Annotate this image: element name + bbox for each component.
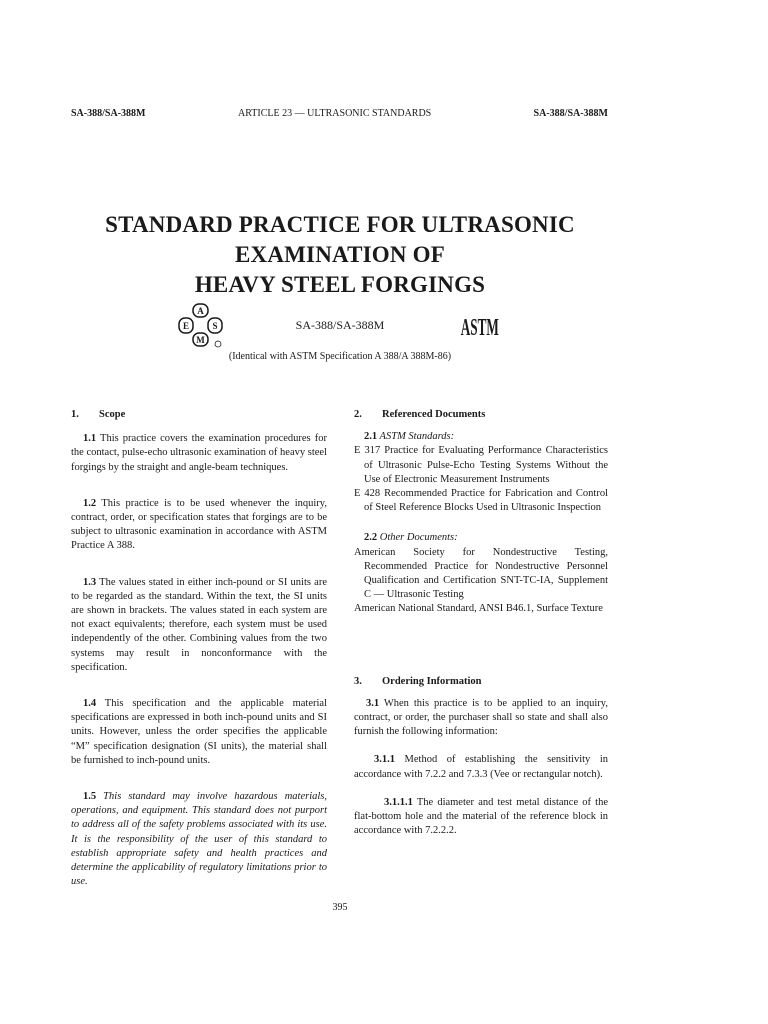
section-title: Ordering Information	[382, 675, 482, 687]
reference-ansi: American National Standard, ANSI B46.1, Surface Texture	[354, 603, 603, 615]
reference-asnt: American Society for Nondestructive Testing, Recommended Practice for Nondestructive Personnel Qualification and Certification SNT-TC-IA, Supplement C — Ultrasonic Testing	[354, 546, 608, 601]
document-title	[0, 210, 680, 300]
para-text: When this practice is to be applied to an inquiry, contract, or order, the purchaser shall so state and shall also furnish the following information:	[354, 697, 608, 738]
title-line-1: STANDARD PRACTICE FOR ULTRASONIC	[105, 212, 575, 237]
para-text: This standard may involve hazardous materials, operations, and equipment. This standard does not purport to address all of the safety problems associated with its use. It is the responsibility of the user of this standard to establish appropriate safety and health practices and determine the applicability of regulatory limitations prior to use.	[71, 791, 327, 888]
astm-logo-icon	[460, 305, 500, 345]
para-text: This practice is to be used whenever the inquiry, contract, order, or specification states that forgings are to be subject to ultrasonic examination in accordance with ASTM Practice A 388.	[71, 497, 327, 552]
para-number: 1.1	[83, 433, 97, 445]
sub-title: ASTM Standards:	[377, 431, 455, 443]
running-head-right: SA-388/SA-388M	[533, 108, 608, 119]
title-line-3: HEAVY STEEL FORGINGS	[194, 272, 486, 297]
left-column	[71, 408, 327, 889]
title-line-2: EXAMINATION OF	[234, 242, 445, 267]
sub-number: 2.1	[364, 431, 378, 443]
para-number: 3.1.1.1	[384, 796, 413, 808]
para-number: 3.1	[366, 697, 380, 709]
running-head-center: ARTICLE 23 — ULTRASONIC STANDARDS	[238, 108, 432, 119]
running-head-left: SA-388/SA-388M	[71, 108, 146, 119]
para-number: 3.1.1	[374, 754, 395, 766]
sub-number: 2.2	[364, 532, 378, 544]
sub-title: Other Documents:	[377, 532, 458, 544]
section-number: 3.	[354, 675, 362, 687]
section-3-heading	[354, 675, 608, 689]
logo-letter-s: S	[212, 321, 218, 331]
subsection-2-1	[354, 430, 608, 444]
para-text: The values stated in either inch-pound or SI units are to be regarded as the standard. Within the text, the SI units are shown in brackets. The values stated in each system are not exact equivalents; therefore, each system must be used independently of the other. Combining values from the two systems may result in nonconformance with the specification.	[71, 576, 327, 673]
astm-logo-text: ASTM	[460, 315, 499, 342]
paragraph-1-5	[71, 790, 327, 889]
section-number: 1.	[71, 409, 79, 420]
para-text: The diameter and test metal distance of the flat-bottom hole and the material of the reference block in accordance with 7.2.2.2.	[354, 796, 608, 837]
section-2-heading	[354, 408, 608, 422]
logo-letter-m: M	[196, 335, 205, 345]
paragraph-1-1	[71, 432, 327, 475]
designation: SA-388/SA-388M	[295, 318, 385, 332]
right-column	[354, 408, 608, 838]
paragraph-1-2	[71, 497, 327, 554]
subsection-2-2	[354, 531, 608, 545]
para-number: 1.5	[83, 791, 97, 803]
identical-note: (Identical with ASTM Specification A 388/A 388M-86)	[228, 351, 452, 362]
logo-letter-a: A	[197, 306, 204, 316]
reference-e428: E 428 Recommended Practice for Fabrication and Control of Steel Reference Blocks Used in Ultrasonic Inspection	[354, 488, 608, 514]
section-number: 2.	[354, 409, 362, 420]
section-title: Referenced Documents	[382, 409, 486, 420]
section-title: Scope	[99, 409, 126, 420]
para-number: 1.4	[83, 698, 97, 710]
section-1-heading	[71, 408, 327, 422]
paragraph-3-1-1-1	[354, 796, 608, 839]
para-text: Method of establishing the sensitivity in accordance with 7.2.2 and 7.3.3 (Vee or rectangular notch).	[354, 754, 608, 780]
para-text: This specification and the applicable material specifications are expressed in both inch-pound units and SI units. However, unless the order specifies the applicable “M” specification designation (SI units), the material shall be furnished to inch-pound units.	[71, 698, 327, 766]
page-number: 395	[332, 902, 348, 913]
paragraph-1-3	[71, 576, 327, 675]
logo-letter-e: E	[182, 321, 190, 331]
para-number: 1.3	[83, 576, 97, 588]
reference-e317: E 317 Practice for Evaluating Performance Characteristics of Ultrasonic Pulse-Echo Testing Systems Without the Use of Electronic Measurement Instruments	[354, 445, 608, 485]
paragraph-3-1-1	[354, 753, 608, 781]
para-number: 1.2	[83, 497, 97, 509]
paragraph-3-1	[354, 697, 608, 740]
para-text: This practice covers the examination procedures for the contact, pulse-echo ultrasonic examination of heavy steel forgings by the straight and angle-beam techniques.	[71, 433, 327, 473]
paragraph-1-4	[71, 697, 327, 768]
